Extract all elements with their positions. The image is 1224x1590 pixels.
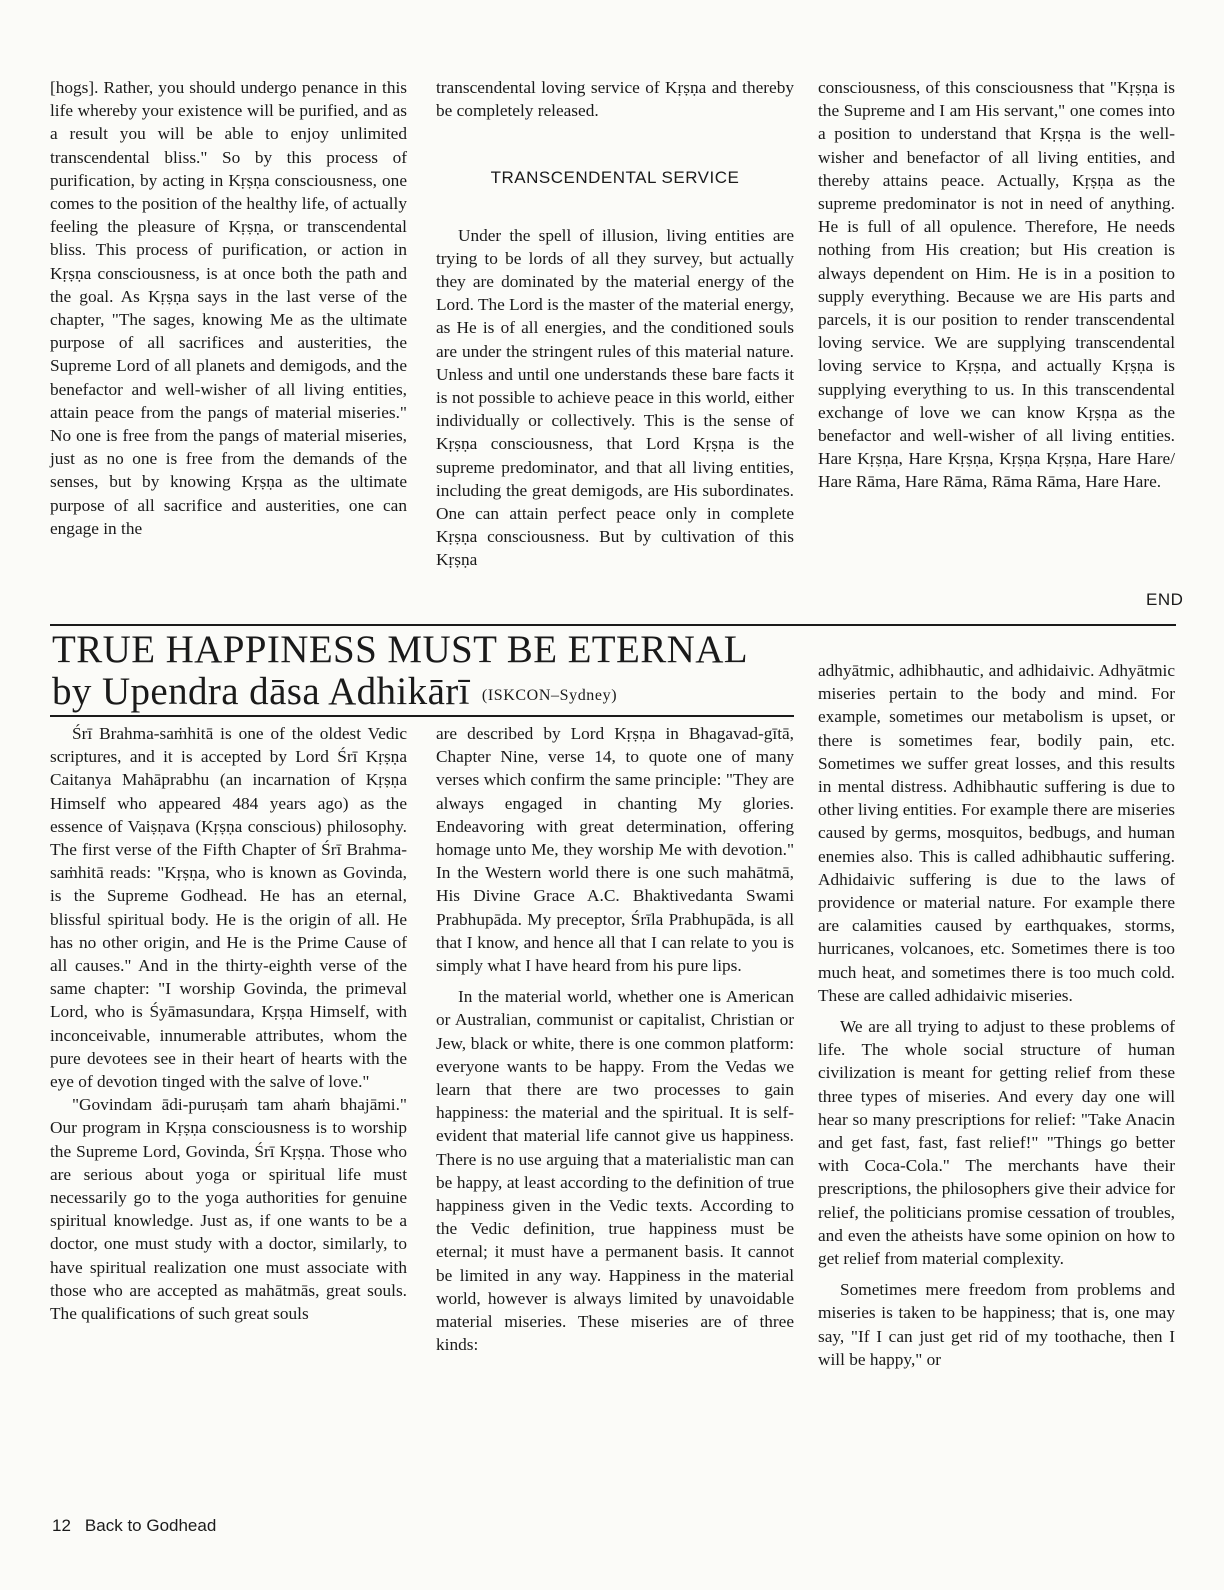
end-mark: END bbox=[1146, 590, 1184, 609]
article-paragraph: adhyātmic, adhibhautic, and adhidaivic. Adhyātmic miseries pertain to the body and mind. For example, sometimes our metabolism is upset, or there is sometimes fear, bodily pain, etc. Sometimes we suffer great losses, and this results in mental distress. Adhibhautic suffering is due to other living entities. For example there are miseries caused by germs, mosquitos, bedbugs, and human enemies also. This is called adhibhautic suffering. Adhidaivic suffering is due to the laws of providence or material nature. For example there are calamities caused by earthquakes, storms, hurricanes, volcanoes, etc. Sometimes there is too much heat, and sometimes there is too much cold. These are called adhidaivic miseries. bbox=[818, 661, 1175, 1005]
section-subheading: TRANSCENDENTAL SERVICE bbox=[490, 168, 740, 188]
section-body: Under the spell of illusion, living entities are trying to be lords of all they survey, but actually they are dominated by the material energy of the Lord. The Lord is the master of the material energy, as He is of all energies, and the conditioned souls are under the stringent rules of this material nature. Unless and until one understands these bare facts it is not possible to achieve peace in this world, either individually or collectively. This is the sense of Kṛṣṇa consciousness, that Lord Kṛṣṇa is the supreme predominator, and that all living entities, including the great demigods, are His subordinates. One can attain perfect peace only in complete Kṛṣṇa consciousness. But by cultivation of this Kṛṣṇa bbox=[436, 225, 794, 570]
magazine-name: Back to Godhead bbox=[84, 1516, 217, 1535]
page-footer bbox=[52, 1516, 216, 1536]
top-column-2 bbox=[436, 76, 794, 572]
page-number: 12 bbox=[52, 1516, 71, 1535]
title-underline bbox=[50, 715, 794, 717]
continued-text-col3: consciousness, of this consciousness that "Kṛṣṇa is the Supreme and I am His servant," one comes into a position to understand that Kṛṣṇa is the well-wisher and benefactor of all living entities, and thereby attains peace. Actually, Kṛṣṇa as the supreme predominator is not in need of anything. He is full of all opulence. Therefore, He needs nothing from His creation; but His creation is always dependent on Him. He is in a position to supply everything. Because we are His parts and parcels, it is our position to render transcendental loving service. We are supplying transcendental loving service to Kṛṣṇa, and actually Kṛṣṇa is supplying everything to us. In this transcendental exchange of love we can know Kṛṣṇa as the benefactor and well-wisher of all living entities. Hare Kṛṣṇa, Hare Kṛṣṇa, Kṛṣṇa Kṛṣṇa, Hare Hare/ Hare Rāma, Hare Rāma, Rāma Rāma, Hare Hare. bbox=[818, 78, 1175, 492]
section-divider bbox=[50, 624, 1176, 626]
article-column-3 bbox=[818, 659, 1175, 1371]
article-paragraph: We are all trying to adjust to these problems of life. The whole social structure of human civilization is meant for getting relief from these three types of miseries. And every day one will hear so many prescriptions for relief: "Take Anacin and get fast, fast, fast relief!" "Things go better with Coca-Cola." The merchants have their prescriptions, the philosophers give their advice for relief, the politicians promise cessation of troubles, and even the atheists have some opinion on how to get relief from material complexity. bbox=[818, 1017, 1175, 1269]
top-column-3 bbox=[818, 76, 1175, 494]
article-paragraph: "Govindam ādi-puruṣaṁ tam ahaṁ bhajāmi." Our program in Kṛṣṇa consciousness is to worship the Supreme Lord, Govinda, Śrī Kṛṣṇa. Those who are serious about yoga or spiritual life must necessarily go to the yoga authorities for genuine spiritual knowledge. Just as, if one wants to be a doctor, one must study with a doctor, similarly, to have spiritual realization one must associate with those who are accepted as mahātmās, great souls. The qualifications of such great souls bbox=[50, 1095, 407, 1324]
continued-text-col2: transcendental loving service of Kṛṣṇa and thereby be completely released. bbox=[436, 78, 794, 121]
article-paragraph: Sometimes mere freedom from problems and miseries is taken to be happiness; that is, one may say, "If I can just get rid of my toothache, then I will be happy," or bbox=[818, 1280, 1175, 1369]
top-column-1 bbox=[50, 76, 407, 540]
article-column-1 bbox=[50, 722, 407, 1325]
article-paragraph: In the material world, whether one is American or Australian, communist or capitalist, Christian or Jew, black or white, there is one common platform: everyone wants to be happy. From the Vedas we learn that there are two processes to gain happiness: the material and the spiritual. It is self-evident that material life cannot give us happiness. There is no use arguing that a materialistic man can be happy, at least according to the definition of true happiness given in the Vedic texts. According to the Vedic definition, true happiness must be eternal; it must have a permanent basis. It cannot be limited in any way. Happiness in the material world, however is always limited by unavoidable material miseries. These miseries are of three kinds: bbox=[436, 987, 794, 1355]
author-affiliation: (ISKCON–Sydney) bbox=[481, 687, 618, 704]
article-column-2 bbox=[436, 722, 794, 1356]
continued-text-col1: [hogs]. Rather, you should undergo penance in this life whereby your existence will be purified, and as a result you will be able to enjoy unlimited transcendental bliss." So by this process of purification, by acting in Kṛṣṇa consciousness, one comes to the position of the healthy life, of actually feeling the pleasure of Kṛṣṇa, or transcendental bliss. This process of purification, or action in Kṛṣṇa consciousness, is at once both the path and the goal. As Kṛṣṇa says in the last verse of the chapter, "The sages, knowing Me as the ultimate purpose of all sacrifices and austerities, the Supreme Lord of all planets and demigods, and the benefactor and well-wisher of all living entities, attain peace from the pangs of material miseries." No one is free from the pangs of material miseries, just as no one is free from the demands of the senses, but by knowing Kṛṣṇa as the ultimate purpose of all sacrifice and austerities, one can engage in the bbox=[50, 78, 407, 538]
author-name: by Upendra dāsa Adhikārī bbox=[52, 670, 470, 713]
article-paragraph: are described by Lord Kṛṣṇa in Bhagavad-gītā, Chapter Nine, verse 14, to quote one of many verses which confirm the same principle: "They are always engaged in chanting My glories. Endeavoring with great determination, offering homage unto Me, they worship Me with devotion." In the Western world there is one such mahātmā, His Divine Grace A.C. Bhaktivedanta Swami Prabhupāda. My preceptor, Śrīla Prabhupāda, is all that I know, and hence all that I can relate to you is simply what I have heard from his pure lips. bbox=[436, 724, 794, 976]
article-byline bbox=[52, 670, 617, 718]
article-title: TRUE HAPPINESS MUST BE ETERNAL bbox=[52, 628, 749, 671]
article-paragraph: Śrī Brahma-saṁhitā is one of the oldest Vedic scriptures, and it is accepted by Lord Śrī Kṛṣṇa Caitanya Mahāprabhu (an incarnation of Kṛṣṇa Himself who appeared 484 years ago) as the essence of Vaiṣṇava (Kṛṣṇa conscious) philosophy. The first verse of the Fifth Chapter of Śrī Brahma-saṁhitā reads: "Kṛṣṇa, who is known as Govinda, is the Supreme Godhead. He has an eternal, blissful spiritual body. He is the origin of all. He has no other origin, and He is the Prime Cause of all causes." And in the thirty-eighth verse of the same chapter: "I worship Govinda, the primeval Lord, who is Śyāmasundara, Kṛṣṇa Himself, with inconceivable, innumerable attributes, whom the pure devotees see in their heart of hearts with the eye of devotion tinged with the salve of love." bbox=[50, 724, 407, 1092]
